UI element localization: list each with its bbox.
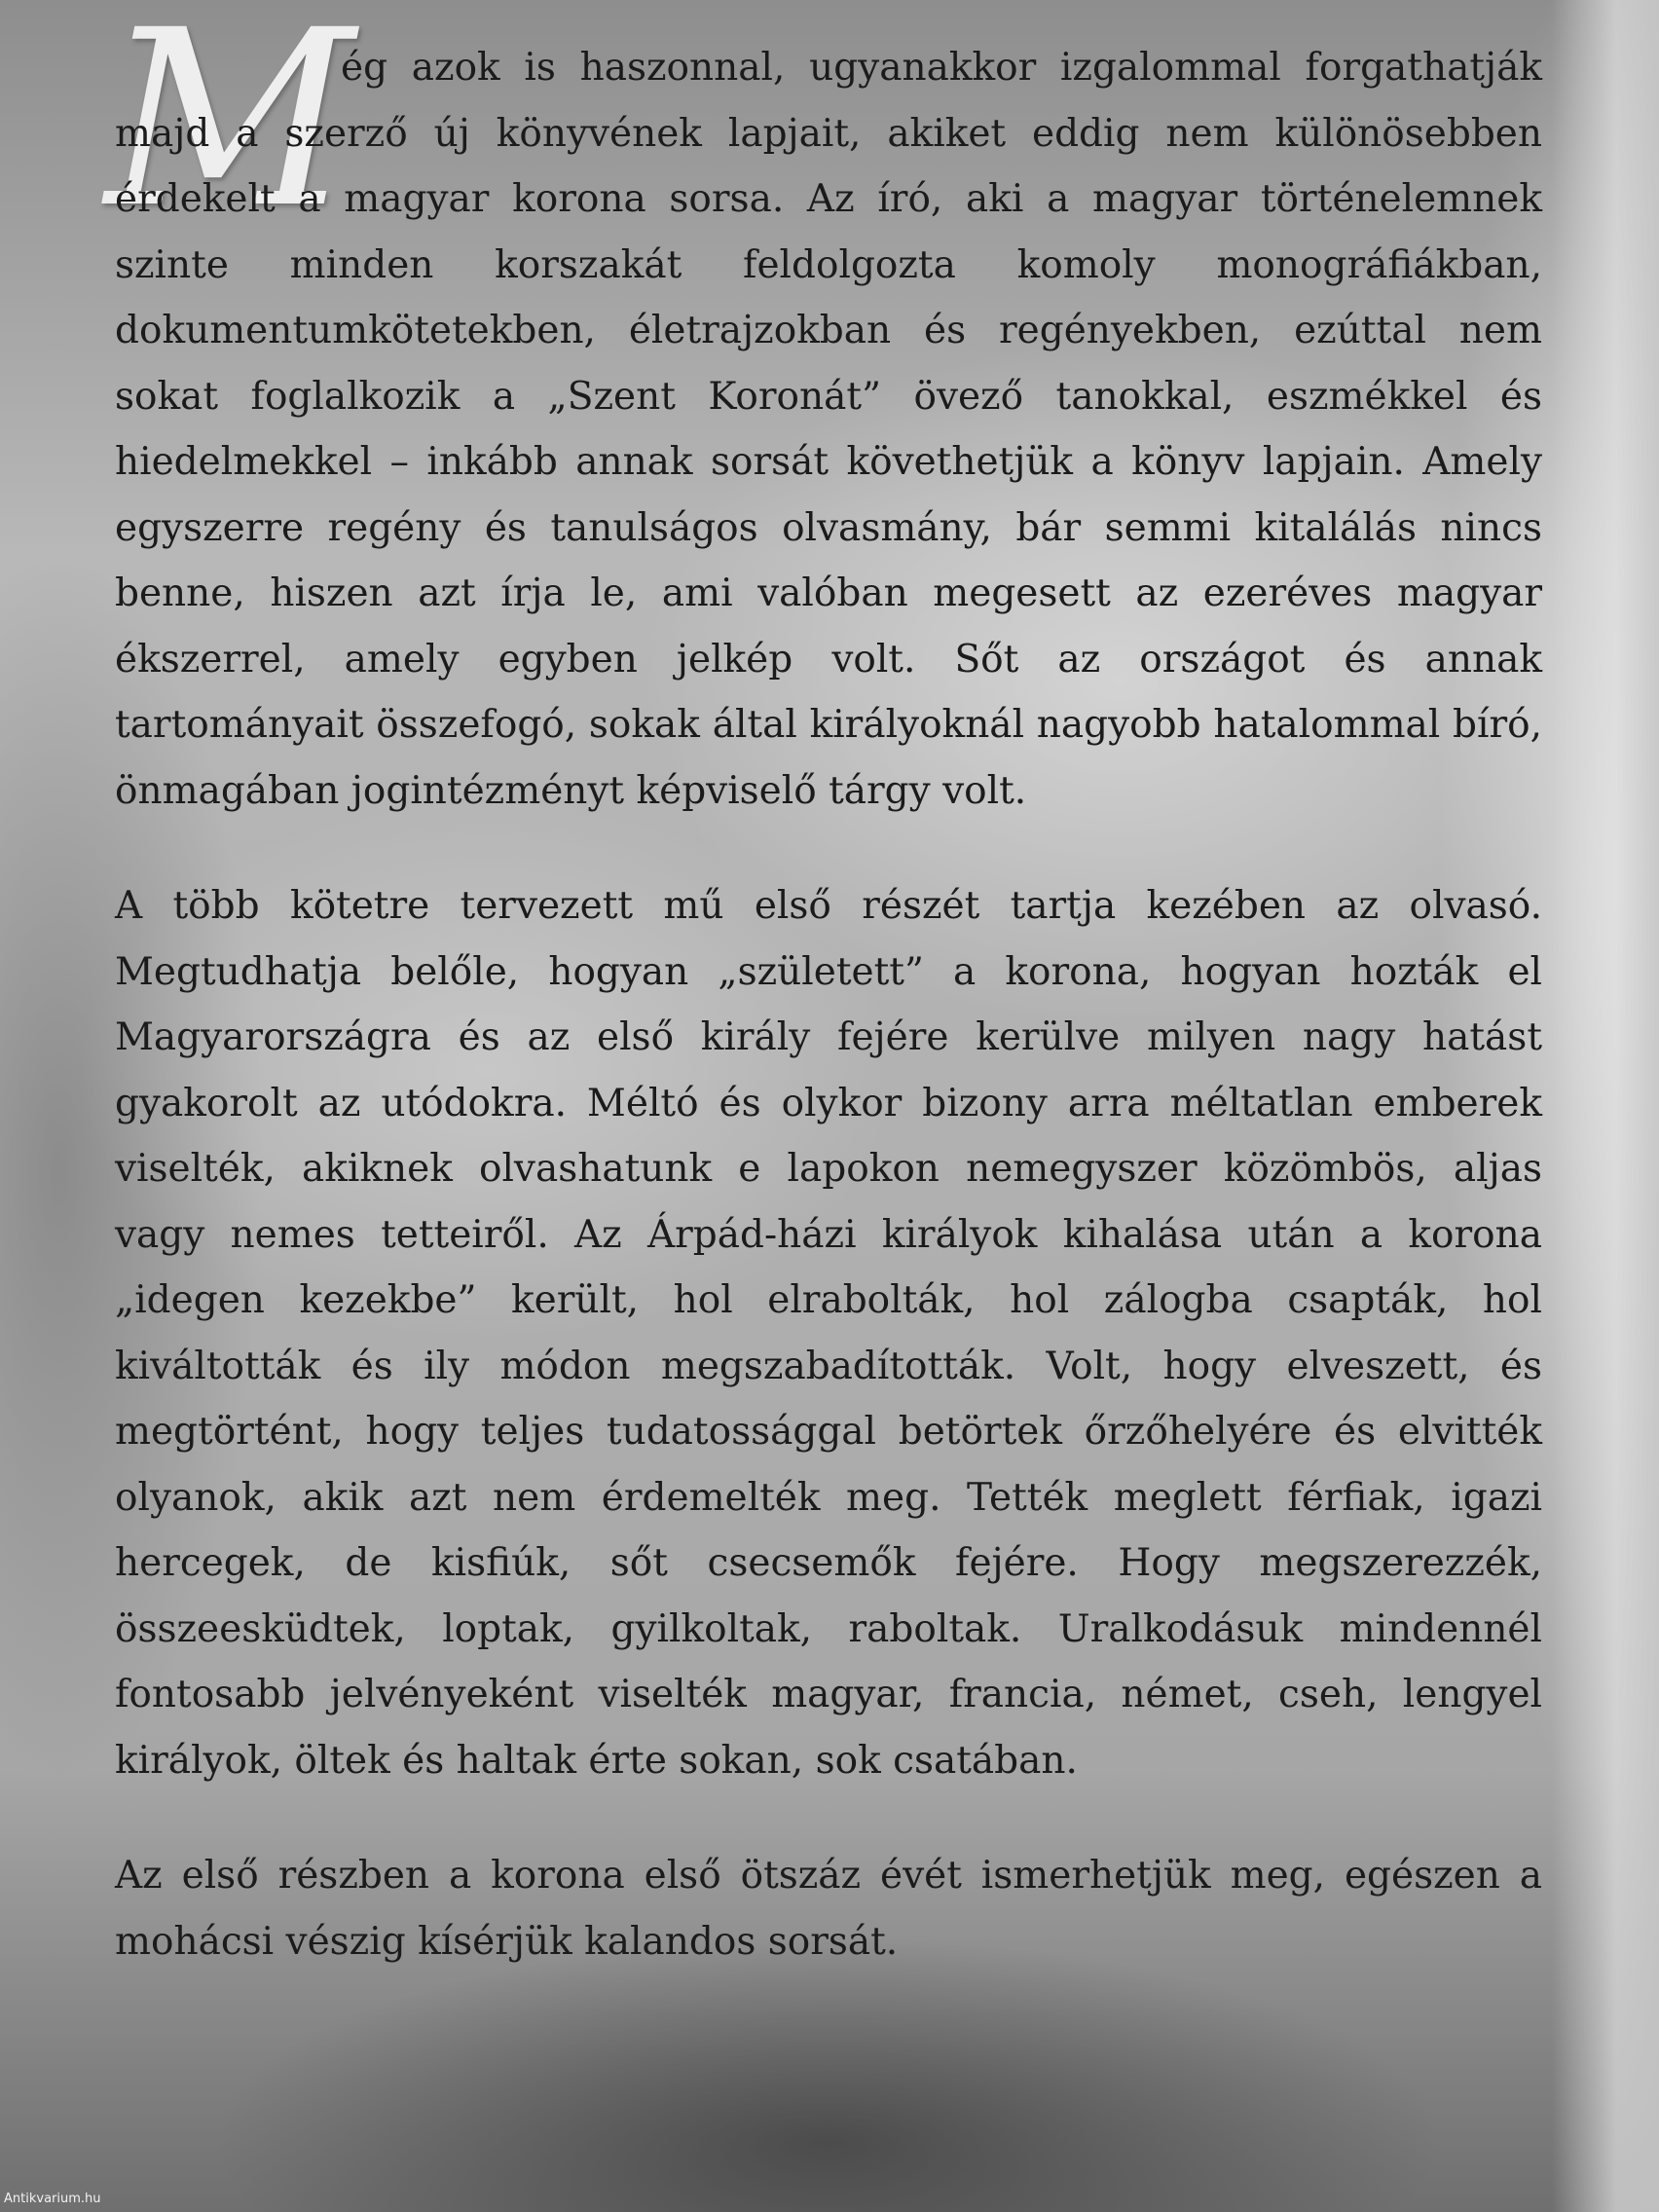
paper-edge [1552,0,1659,2212]
paragraph-3: Az első részben a korona első ötszáz évét ismerhetjük meg, egészen a mohácsi vészig kísérjük kalandos sorsát. [115,1854,1542,1964]
drop-cap-letter: M [105,0,354,261]
watermark: Antikvarium.hu [4,2192,101,2206]
paragraph-1: ég azok is haszonnal, ugyanakkor izgalommal forgathatják majd a szerző új könyvének lapjait, akiket eddig nem különösebben érdekelt a magyar korona sorsa. Az író, aki a magyar történelemnek szinte minden korszakát feldolgozta komoly monográfiákban, dokumentumkötetekben, életrajzokban és regényekben, ezúttal nem sokat foglalkozik a „Szent Koronát” övező tanokkal, eszmékkel és hiedelmekkel – inkább annak sorsát követhetjük a könyv lapjain. Amely egyszerre regény és tanulságos olvasmány, bár semmi kitalálás nincs benne, hiszen azt írja le, ami valóban megesett az ezeréves magyar ékszerrel, amely egyben jelkép volt. Sőt az országot és annak tartományait összefogó, sokak által királyoknál nagyobb hatalommal bíró, önmagában jogintézményt képviselő tárgy volt. [115,46,1542,813]
blurb-text [115,35,1542,1974]
paragraph-2: A több kötetre tervezett mű első részét tartja kezében az olvasó. Megtudhatja belőle, hogyan „született” a korona, hogyan hozták el Magyarországra és az első király fejére kerülve milyen nagy hatást gyakorolt az utódokra. Méltó és olykor bizony arra méltatlan emberek viselték, akiknek olvashatunk e lapokon nemegyszer közömbös, aljas vagy nemes tetteiről. Az Árpád-házi királyok kihalása után a korona „idegen kezekbe” került, hol elrabolták, hol zálogba csapták, hol kiváltották és ily módon megszabadították. Volt, hogy elveszett, és megtörtént, hogy teljes tudatossággal betörtek őrzőhelyére és elvitték olyanok, akik azt nem érdemelték meg. Tették meglett férfiak, igazi hercegek, de kisfiúk, sőt csecsemők fejére. Hogy megszerezzék, összeesküdtek, loptak, gyilkoltak, raboltak. Uralkodásuk mindennél fontosabb jelvényeként viselték magyar, francia, német, cseh, lengyel királyok, öltek és haltak érte sokan, sok csatában. [115,884,1542,1783]
